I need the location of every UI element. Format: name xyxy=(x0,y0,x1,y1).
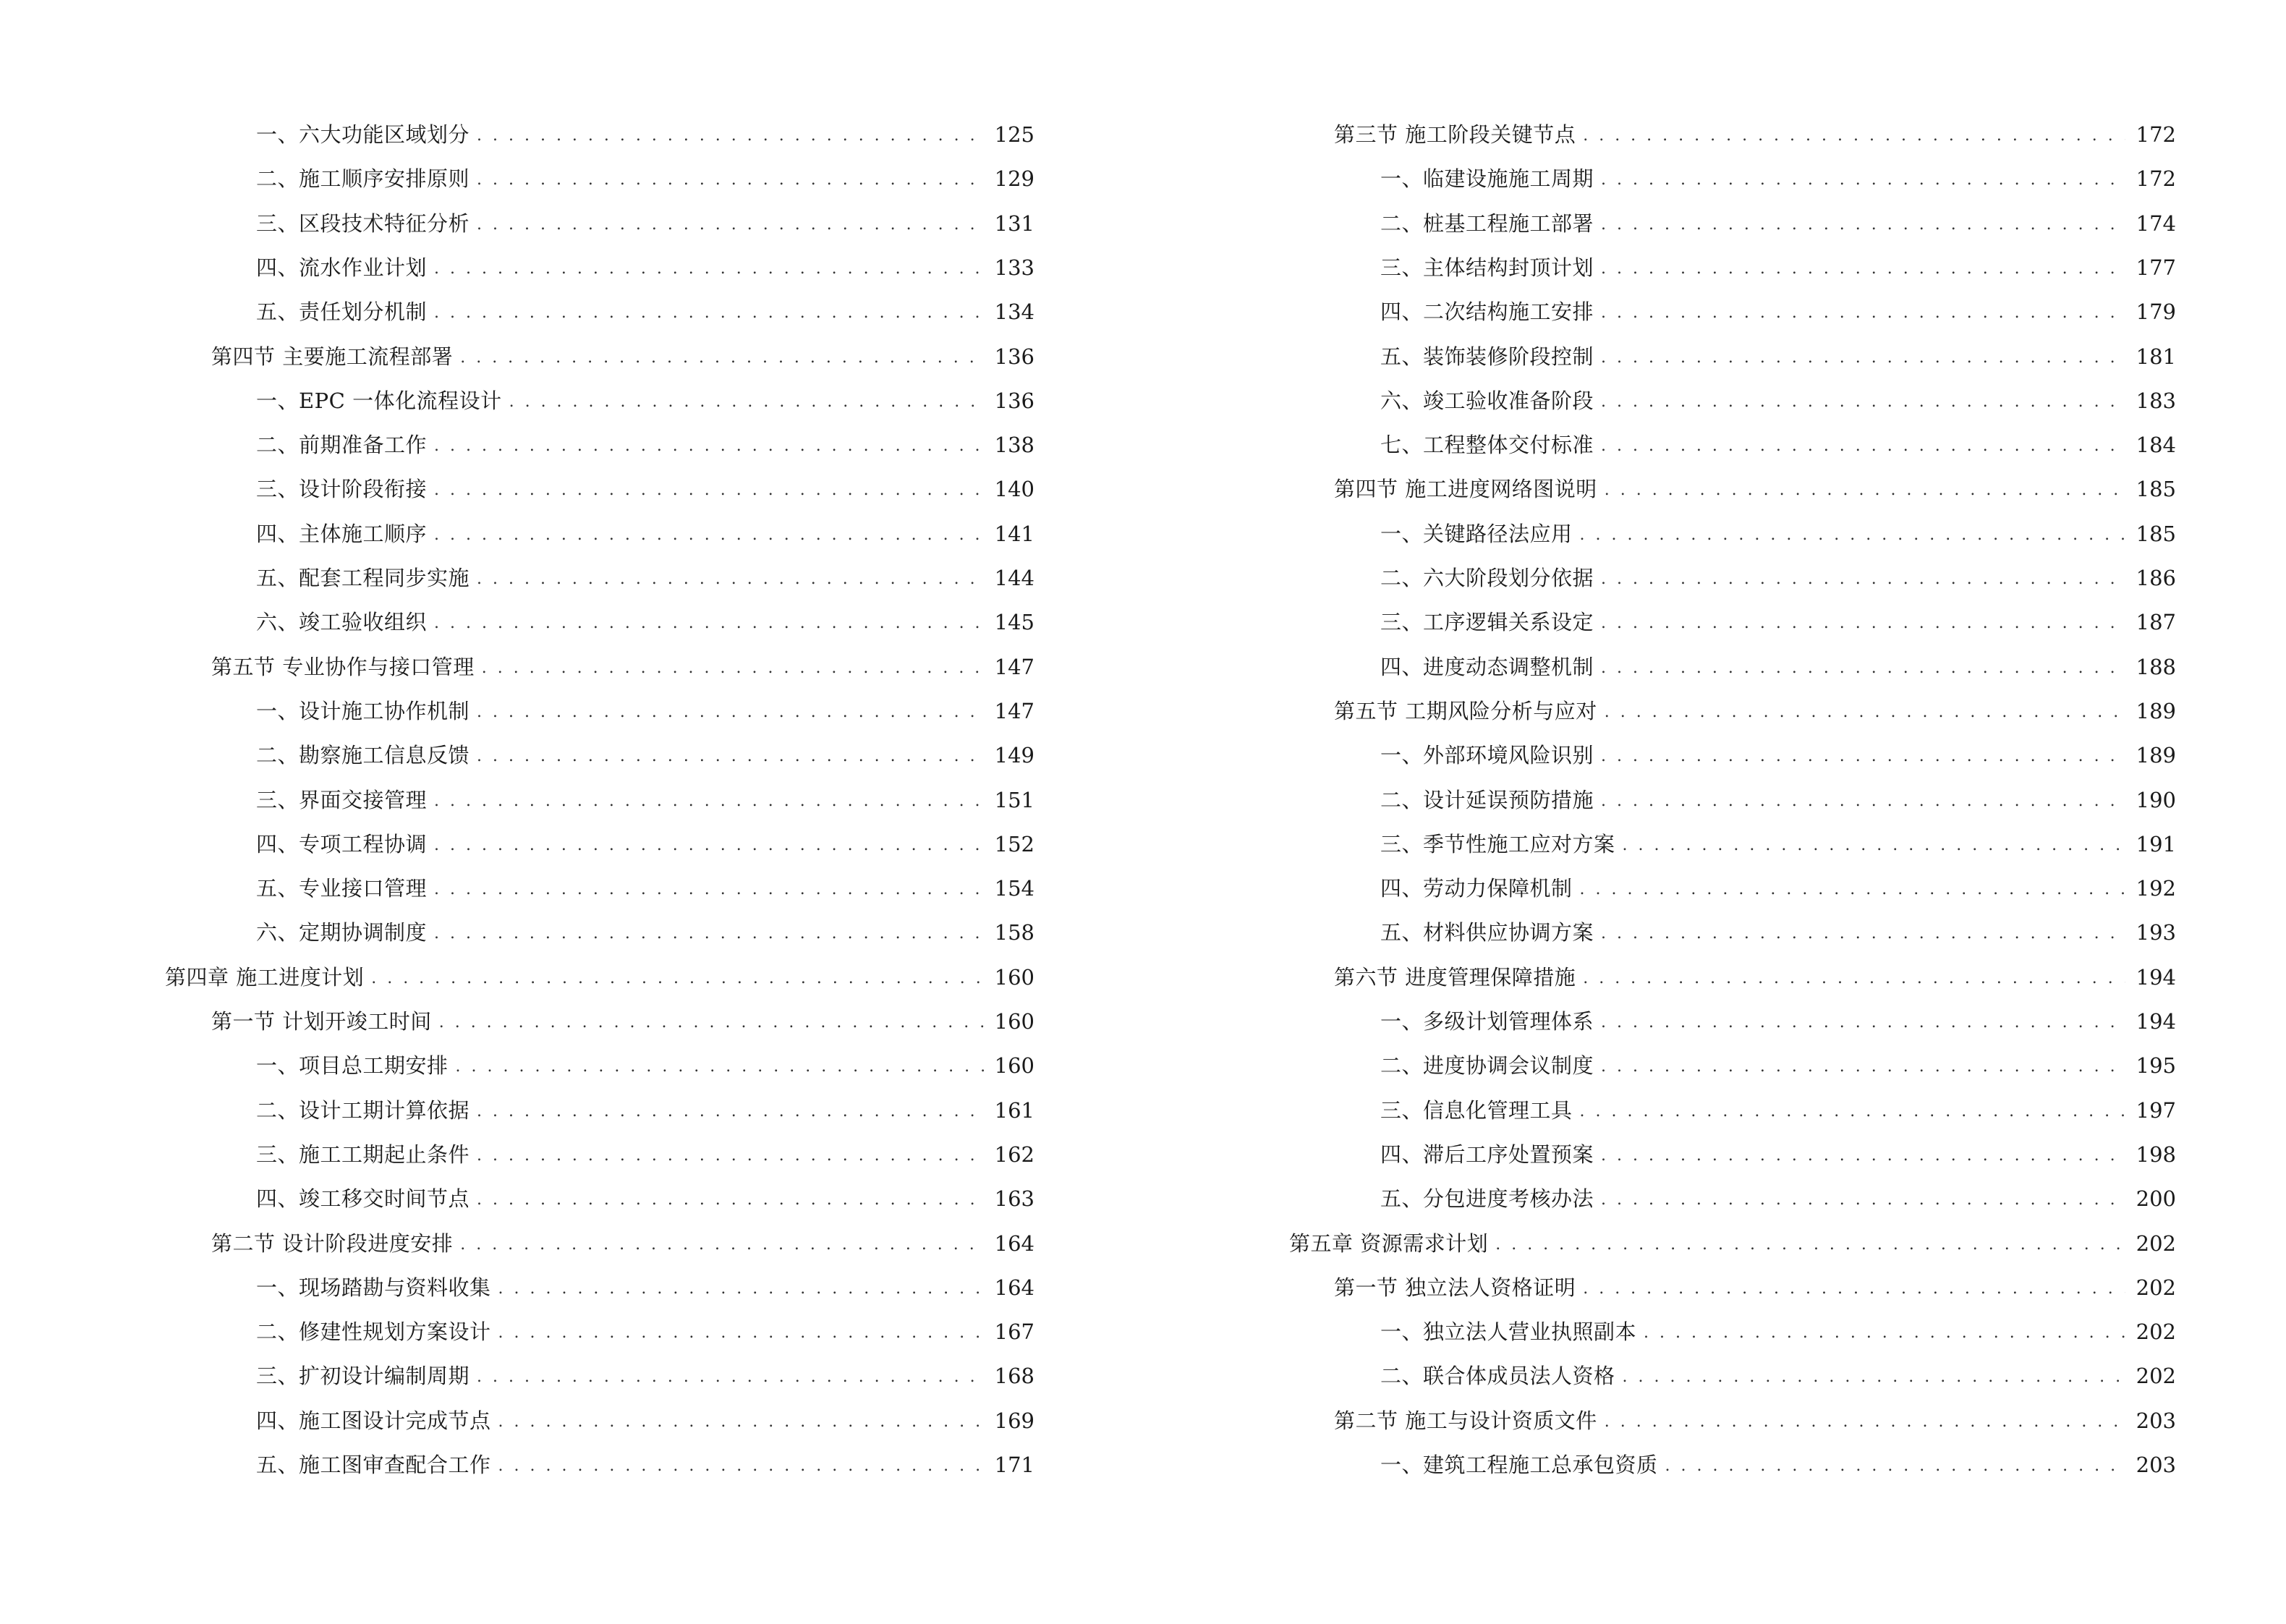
dot-leader xyxy=(434,779,984,824)
dot-leader xyxy=(460,1223,984,1267)
toc-entry-title: 六、竣工验收组织 xyxy=(256,610,428,635)
toc-entry[interactable] xyxy=(256,156,1034,201)
toc-entry-title: 一、项目总工期安排 xyxy=(256,1053,449,1079)
toc-entry-page-number: 134 xyxy=(994,299,1034,325)
dot-leader xyxy=(477,690,984,735)
dot-leader xyxy=(498,1400,984,1445)
dot-leader xyxy=(1601,424,2125,469)
toc-entry-title: 二、修建性规划方案设计 xyxy=(256,1319,491,1345)
dot-leader xyxy=(477,557,984,602)
toc-entry-title: 二、设计延误预防措施 xyxy=(1380,787,1594,812)
toc-entry-title: 四、主体施工顺序 xyxy=(256,521,428,546)
toc-entry-title: 第三节 施工阶段关键节点 xyxy=(1334,122,1576,147)
dot-leader xyxy=(434,513,984,558)
toc-entry-page-number: 144 xyxy=(994,566,1034,590)
toc-entry-title: 四、劳动力保障机制 xyxy=(1380,876,1573,901)
dot-leader xyxy=(498,1444,984,1489)
toc-entry-page-number: 151 xyxy=(994,787,1034,812)
toc-entry[interactable] xyxy=(256,1088,1034,1133)
toc-entry-title: 六、定期协调制度 xyxy=(256,920,428,945)
dot-leader xyxy=(1580,1089,2125,1134)
toc-entry-title: 二、勘察施工信息反馈 xyxy=(256,743,470,768)
toc-entry-page-number: 192 xyxy=(2136,876,2176,901)
toc-entry[interactable] xyxy=(1380,822,2176,867)
dot-leader xyxy=(1601,247,2125,292)
toc-entry-page-number: 203 xyxy=(2136,1453,2176,1477)
toc-entry-page-number: 138 xyxy=(994,433,1034,458)
toc-entry-page-number: 184 xyxy=(2136,433,2176,458)
dot-leader xyxy=(434,424,984,469)
toc-entry[interactable] xyxy=(1380,156,2176,201)
toc-entry-page-number: 140 xyxy=(994,477,1034,502)
dot-leader xyxy=(456,1045,984,1089)
dot-leader xyxy=(1665,1444,2125,1489)
dot-leader xyxy=(477,1134,984,1178)
toc-entry-title: 五、配套工程同步实施 xyxy=(256,566,470,590)
toc-entry-page-number: 188 xyxy=(2136,654,2176,679)
toc-entry-page-number: 202 xyxy=(2136,1275,2176,1300)
toc-entry-page-number: 136 xyxy=(994,388,1034,413)
toc-entry-title: 一、临建设施施工周期 xyxy=(1380,166,1594,192)
toc-entry[interactable] xyxy=(1380,511,2176,556)
toc-entry-title: 第四节 主要施工流程部署 xyxy=(211,344,454,369)
dot-leader xyxy=(1623,823,2125,868)
toc-entry[interactable] xyxy=(1380,733,2176,778)
toc-entry[interactable] xyxy=(256,378,1034,423)
toc-entry-page-number: 145 xyxy=(994,610,1034,635)
dot-leader xyxy=(482,646,984,691)
dot-leader xyxy=(477,1355,984,1400)
toc-entry-page-number: 172 xyxy=(2136,122,2176,147)
dot-leader xyxy=(1601,1178,2125,1223)
dot-leader xyxy=(434,911,984,956)
toc-entry[interactable] xyxy=(1380,1309,2176,1354)
toc-entry-title: 二、六大阶段划分依据 xyxy=(1380,566,1594,590)
toc-entry[interactable] xyxy=(1380,1043,2176,1088)
toc-entry-title: 四、施工图设计完成节点 xyxy=(256,1408,491,1433)
toc-entry[interactable] xyxy=(256,1442,1034,1487)
toc-entry-title: 五、施工图审查配合工作 xyxy=(256,1453,491,1477)
toc-entry-title: 四、二次结构施工安排 xyxy=(1380,299,1594,325)
dot-leader xyxy=(434,867,984,912)
toc-entry-page-number: 197 xyxy=(2136,1097,2176,1123)
toc-entry-title: 一、外部环境风险识别 xyxy=(1380,743,1594,768)
dot-leader xyxy=(477,114,984,158)
toc-entry-page-number: 194 xyxy=(2136,1009,2176,1034)
toc-entry-page-number: 189 xyxy=(2136,743,2176,768)
toc-entry-page-number: 125 xyxy=(994,122,1034,147)
dot-leader xyxy=(1601,291,2125,336)
dot-leader xyxy=(1601,336,2125,381)
toc-entry-title: 二、施工顺序安排原则 xyxy=(256,166,470,192)
toc-entry-title: 第二节 施工与设计资质文件 xyxy=(1334,1408,1597,1433)
toc-entry-page-number: 187 xyxy=(2136,610,2176,635)
toc-entry-title: 第五节 专业协作与接口管理 xyxy=(211,654,475,679)
toc-entry[interactable] xyxy=(1380,910,2176,955)
toc-entry[interactable] xyxy=(256,910,1034,955)
toc-entry-title: 一、多级计划管理体系 xyxy=(1380,1009,1594,1034)
dot-leader xyxy=(477,158,984,203)
toc-entry[interactable] xyxy=(1380,866,2176,911)
toc-entry[interactable] xyxy=(1289,1221,2176,1266)
toc-entry-page-number: 160 xyxy=(994,964,1034,990)
toc-entry[interactable] xyxy=(256,1043,1034,1088)
dot-leader xyxy=(434,601,984,646)
toc-entry-page-number: 167 xyxy=(994,1319,1034,1345)
toc-entry-page-number: 186 xyxy=(2136,566,2176,590)
toc-entry[interactable] xyxy=(1380,201,2176,246)
toc-entry-title: 第一节 计划开竣工时间 xyxy=(211,1009,432,1034)
dot-leader xyxy=(498,1267,984,1311)
toc-entry[interactable] xyxy=(256,467,1034,511)
dot-leader xyxy=(434,291,984,336)
dot-leader xyxy=(1583,1267,2125,1311)
toc-entry-page-number: 168 xyxy=(994,1364,1034,1389)
dot-leader xyxy=(439,1000,984,1045)
toc-entry-title: 四、滞后工序处置预案 xyxy=(1380,1142,1594,1167)
toc-entry[interactable] xyxy=(211,645,1034,689)
dot-leader xyxy=(1601,734,2125,779)
toc-entry-title: 第五节 工期风险分析与应对 xyxy=(1334,698,1597,723)
dot-leader xyxy=(371,956,984,1001)
toc-entry-page-number: 129 xyxy=(994,166,1034,192)
toc-entry-title: 五、责任划分机制 xyxy=(256,299,428,325)
toc-entry[interactable] xyxy=(1380,778,2176,822)
toc-entry-page-number: 191 xyxy=(2136,831,2176,856)
toc-entry[interactable] xyxy=(1380,1176,2176,1221)
toc-entry-page-number: 190 xyxy=(2136,787,2176,812)
dot-leader xyxy=(1601,203,2125,247)
toc-entry-page-number: 202 xyxy=(2136,1364,2176,1389)
toc-entry-title: 二、前期准备工作 xyxy=(256,433,428,458)
dot-leader xyxy=(1644,1311,2125,1356)
toc-entry-title: 第五章 资源需求计划 xyxy=(1289,1230,1489,1256)
toc-entry-page-number: 202 xyxy=(2136,1230,2176,1256)
toc-entry-page-number: 154 xyxy=(994,876,1034,901)
toc-entry-page-number: 160 xyxy=(994,1009,1034,1034)
toc-entry-page-number: 131 xyxy=(994,211,1034,236)
dot-leader xyxy=(477,734,984,779)
toc-entry-title: 二、桩基工程施工部署 xyxy=(1380,211,1594,236)
dot-leader xyxy=(1601,1045,2125,1089)
toc-entry-page-number: 181 xyxy=(2136,344,2176,369)
toc-entry-page-number: 179 xyxy=(2136,299,2176,325)
dot-leader xyxy=(1601,601,2125,646)
toc-entry-page-number: 149 xyxy=(994,743,1034,768)
toc-entry-title: 六、竣工验收准备阶段 xyxy=(1380,388,1594,413)
toc-entry[interactable] xyxy=(211,1221,1034,1266)
toc-entry[interactable] xyxy=(211,334,1034,379)
toc-entry[interactable] xyxy=(165,955,1034,1000)
dot-leader xyxy=(434,468,984,513)
toc-entry[interactable] xyxy=(256,112,1034,157)
dot-leader xyxy=(477,1089,984,1134)
dot-leader xyxy=(498,1311,984,1356)
toc-entry-page-number: 174 xyxy=(2136,211,2176,236)
toc-entry[interactable] xyxy=(1380,1353,2176,1398)
dot-leader xyxy=(1601,779,2125,824)
dot-leader xyxy=(509,380,984,425)
toc-entry-title: 五、专业接口管理 xyxy=(256,876,428,901)
toc-entry-title: 三、施工工期起止条件 xyxy=(256,1142,470,1167)
toc-entry-title: 四、竣工移交时间节点 xyxy=(256,1186,470,1212)
toc-entry-title: 三、区段技术特征分析 xyxy=(256,211,470,236)
toc-entry[interactable] xyxy=(256,778,1034,822)
toc-entry[interactable] xyxy=(1380,600,2176,645)
toc-entry-title: 二、设计工期计算依据 xyxy=(256,1097,470,1123)
toc-entry[interactable] xyxy=(1380,334,2176,379)
toc-entry[interactable] xyxy=(256,689,1034,734)
toc-entry-page-number: 136 xyxy=(994,344,1034,369)
toc-entry[interactable] xyxy=(1334,1398,2176,1443)
toc-entry-title: 一、独立法人营业执照副本 xyxy=(1380,1319,1637,1345)
toc-entry[interactable] xyxy=(256,245,1034,290)
toc-entry-page-number: 147 xyxy=(994,698,1034,723)
dot-leader xyxy=(1601,1000,2125,1045)
dot-leader xyxy=(1601,1134,2125,1178)
dot-leader xyxy=(1580,513,2125,558)
toc-entry-title: 四、进度动态调整机制 xyxy=(1380,654,1594,679)
toc-entry-page-number: 185 xyxy=(2136,521,2176,546)
dot-leader xyxy=(1601,380,2125,425)
dot-leader xyxy=(1583,956,2125,1001)
toc-entry[interactable] xyxy=(256,511,1034,556)
toc-entry-page-number: 163 xyxy=(994,1186,1034,1212)
toc-entry-page-number: 133 xyxy=(994,255,1034,280)
toc-entry[interactable] xyxy=(1334,112,2176,157)
toc-entry[interactable] xyxy=(256,1398,1034,1443)
dot-leader xyxy=(1605,690,2125,735)
toc-entry-title: 五、材料供应协调方案 xyxy=(1380,920,1594,945)
toc-entry-title: 一、建筑工程施工总承包资质 xyxy=(1380,1453,1658,1477)
toc-entry-title: 五、装饰装修阶段控制 xyxy=(1380,344,1594,369)
toc-entry-page-number: 141 xyxy=(994,521,1034,546)
toc-entry-title: 三、工序逻辑关系设定 xyxy=(1380,610,1594,635)
dot-leader xyxy=(1623,1355,2125,1400)
dot-leader xyxy=(1601,557,2125,602)
toc-entry-title: 三、季节性施工应对方案 xyxy=(1380,831,1615,856)
toc-entry-title: 三、设计阶段衔接 xyxy=(256,477,428,502)
dot-leader xyxy=(1580,867,2125,912)
toc-entry-title: 三、主体结构封顶计划 xyxy=(1380,255,1594,280)
toc-entry-title: 第一节 独立法人资格证明 xyxy=(1334,1275,1576,1300)
toc-entry[interactable] xyxy=(1380,1132,2176,1177)
toc-entry-page-number: 161 xyxy=(994,1097,1034,1123)
toc-entry-page-number: 193 xyxy=(2136,920,2176,945)
toc-entry[interactable] xyxy=(256,201,1034,246)
toc-entry-page-number: 189 xyxy=(2136,698,2176,723)
dot-leader xyxy=(460,336,984,381)
dot-leader xyxy=(434,823,984,868)
dot-leader xyxy=(1605,1400,2125,1445)
toc-entry-title: 一、六大功能区域划分 xyxy=(256,122,470,147)
toc-entry-title: 七、工程整体交付标准 xyxy=(1380,433,1594,458)
toc-entry[interactable] xyxy=(1380,1442,2176,1487)
toc-entry-page-number: 164 xyxy=(994,1275,1034,1300)
toc-entry-page-number: 202 xyxy=(2136,1319,2176,1345)
toc-entry[interactable] xyxy=(1334,467,2176,511)
toc-entry-title: 四、流水作业计划 xyxy=(256,255,428,280)
toc-entry-title: 一、现场踏勘与资料收集 xyxy=(256,1275,491,1300)
toc-entry-title: 四、专项工程协调 xyxy=(256,831,428,856)
toc-entry[interactable] xyxy=(256,1265,1034,1310)
dot-leader xyxy=(1605,468,2125,513)
toc-entry-title: 第二节 设计阶段进度安排 xyxy=(211,1230,454,1256)
toc-entry-page-number: 160 xyxy=(994,1053,1034,1079)
toc-entry-title: 一、EPC 一体化流程设计 xyxy=(256,388,502,413)
dot-leader xyxy=(1601,646,2125,691)
toc-entry-page-number: 172 xyxy=(2136,166,2176,192)
toc-entry-page-number: 164 xyxy=(994,1230,1034,1256)
toc-entry-title: 五、分包进度考核办法 xyxy=(1380,1186,1594,1212)
dot-leader xyxy=(434,247,984,292)
toc-entry[interactable] xyxy=(256,1176,1034,1221)
toc-entry[interactable] xyxy=(256,733,1034,778)
toc-entry-page-number: 200 xyxy=(2136,1186,2176,1212)
dot-leader xyxy=(1601,911,2125,956)
toc-entry[interactable] xyxy=(256,556,1034,600)
toc-entry-page-number: 203 xyxy=(2136,1408,2176,1433)
toc-entry-title: 三、扩初设计编制周期 xyxy=(256,1364,470,1389)
toc-entry[interactable] xyxy=(256,422,1034,467)
toc-entry[interactable] xyxy=(256,1132,1034,1177)
toc-entry[interactable] xyxy=(1334,955,2176,1000)
dot-leader xyxy=(1495,1223,2125,1267)
toc-entry[interactable] xyxy=(256,1309,1034,1354)
toc-entry-title: 三、信息化管理工具 xyxy=(1380,1097,1573,1123)
toc-entry-title: 一、关键路径法应用 xyxy=(1380,521,1573,546)
dot-leader xyxy=(1601,158,2125,203)
toc-entry-page-number: 158 xyxy=(994,920,1034,945)
toc-entry-title: 二、联合体成员法人资格 xyxy=(1380,1364,1615,1389)
toc-entry-title: 二、进度协调会议制度 xyxy=(1380,1053,1594,1079)
toc-entry-title: 第四章 施工进度计划 xyxy=(165,964,365,990)
toc-entry[interactable] xyxy=(1380,422,2176,467)
toc-entry-page-number: 185 xyxy=(2136,477,2176,502)
toc-entry[interactable] xyxy=(1334,689,2176,734)
toc-entry[interactable] xyxy=(1380,245,2176,290)
toc-entry-page-number: 194 xyxy=(2136,964,2176,990)
toc-entry[interactable] xyxy=(1380,1088,2176,1133)
toc-entry-page-number: 169 xyxy=(994,1408,1034,1433)
toc-entry[interactable] xyxy=(256,600,1034,645)
toc-entry[interactable] xyxy=(1380,289,2176,334)
toc-entry[interactable] xyxy=(256,822,1034,867)
toc-entry[interactable] xyxy=(1334,1265,2176,1310)
dot-leader xyxy=(477,1178,984,1223)
toc-entry-page-number: 195 xyxy=(2136,1053,2176,1079)
toc-entry-page-number: 171 xyxy=(994,1453,1034,1477)
toc-entry-title: 一、设计施工协作机制 xyxy=(256,698,470,723)
dot-leader xyxy=(1583,114,2125,158)
toc-entry[interactable] xyxy=(1380,378,2176,423)
toc-entry[interactable] xyxy=(256,1353,1034,1398)
dot-leader xyxy=(477,203,984,247)
toc-entry-page-number: 152 xyxy=(994,831,1034,856)
toc-entry-title: 第四节 施工进度网络图说明 xyxy=(1334,477,1597,502)
toc-entry-page-number: 177 xyxy=(2136,255,2176,280)
toc-entry-title: 第六节 进度管理保障措施 xyxy=(1334,964,1576,990)
toc-entry-page-number: 162 xyxy=(994,1142,1034,1167)
toc-entry-page-number: 183 xyxy=(2136,388,2176,413)
toc-entry-page-number: 198 xyxy=(2136,1142,2176,1167)
toc-entry-title: 三、界面交接管理 xyxy=(256,787,428,812)
toc-entry[interactable] xyxy=(256,289,1034,334)
toc-entry[interactable] xyxy=(1380,999,2176,1044)
toc-entry-page-number: 147 xyxy=(994,654,1034,679)
toc-entry[interactable] xyxy=(256,866,1034,911)
toc-entry[interactable] xyxy=(1380,645,2176,689)
toc-entry[interactable] xyxy=(1380,556,2176,600)
toc-entry[interactable] xyxy=(211,999,1034,1044)
